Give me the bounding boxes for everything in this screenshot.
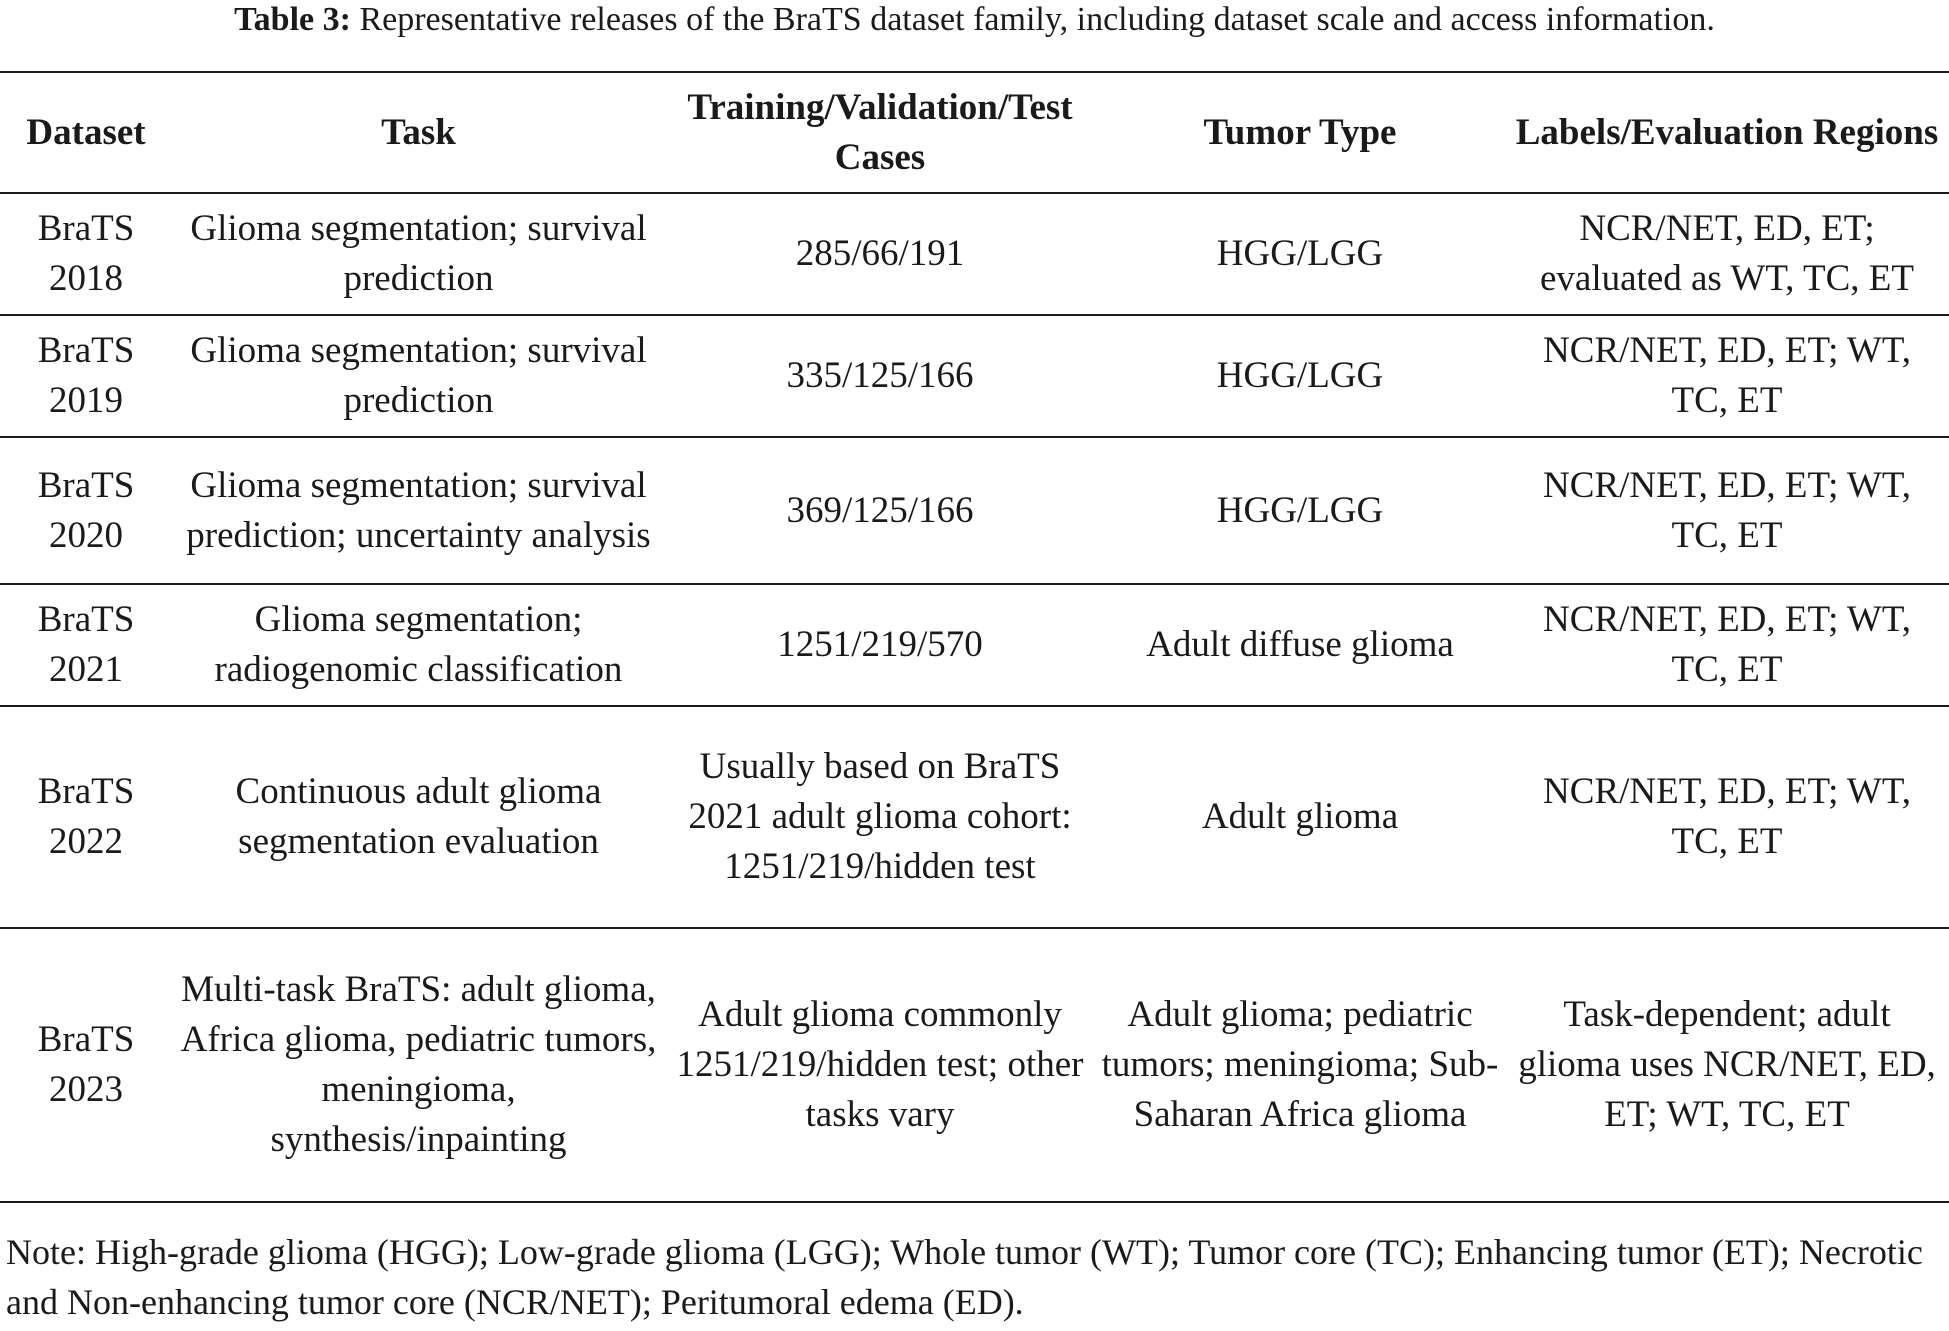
cell-tumor-type: HGG/LGG — [1216, 233, 1384, 274]
table-row — [0, 584, 1949, 706]
table-header — [0, 72, 1949, 193]
cell-labels: NCR/NET, ED, ET; WT, TC, ET — [1543, 330, 1911, 421]
cell-task: Glioma segmentation; survival prediction; uncertainty analysis — [186, 464, 651, 556]
header-row — [0, 72, 1949, 193]
cell-task: Multi-task BraTS: adult glioma, Africa glioma, pediatric tumors, meningioma, synthesis/inpainting — [180, 969, 657, 1160]
cell-tumor-type: Adult diffuse glioma — [1146, 624, 1454, 665]
cell-labels: NCR/NET, ED, ET; WT, TC, ET — [1543, 771, 1911, 862]
cell-cases: Adult glioma commonly 1251/219/hidden test; other tasks vary — [676, 994, 1084, 1135]
cell-dataset: BraTS 2022 — [37, 771, 135, 862]
cell-cases: Usually based on BraTS 2021 adult glioma cohort: 1251/219/hidden test — [688, 746, 1072, 887]
brats-table — [0, 71, 1949, 1203]
cell-task: Glioma segmentation; survival prediction — [190, 208, 647, 299]
cell-task: Glioma segmentation; radiogenomic classification — [214, 599, 623, 690]
header-task: Task — [381, 111, 456, 153]
cell-labels: NCR/NET, ED, ET; WT, TC, ET — [1543, 464, 1911, 556]
caption-label: Table 3: — [234, 1, 351, 38]
cell-dataset: BraTS 2021 — [37, 599, 135, 690]
cell-task: Continuous adult glioma segmentation evaluation — [235, 771, 602, 862]
cell-labels: Task-dependent; adult glioma uses NCR/NET, ED, ET; WT, TC, ET — [1518, 994, 1936, 1135]
table-caption — [0, 0, 1949, 40]
cell-cases: 1251/219/570 — [777, 624, 983, 665]
header-cases: Training/Validation/Test Cases — [687, 86, 1073, 178]
table-row — [0, 928, 1949, 1202]
cell-cases: 369/125/166 — [786, 489, 974, 531]
table-row — [0, 315, 1949, 437]
cell-labels: NCR/NET, ED, ET; WT, TC, ET — [1543, 599, 1911, 690]
table-row — [0, 193, 1949, 315]
cell-cases: 285/66/191 — [795, 233, 965, 274]
header-labels: Labels/Evaluation Regions — [1515, 111, 1939, 153]
cell-labels: NCR/NET, ED, ET; evaluated as WT, TC, ET — [1540, 208, 1914, 299]
cell-dataset: BraTS 2018 — [37, 208, 135, 299]
table-body — [0, 193, 1949, 1202]
caption-text: Representative releases of the BraTS dataset family, including dataset scale and access information. — [359, 1, 1715, 38]
header-tumor-type: Tumor Type — [1203, 111, 1397, 153]
cell-tumor-type: Adult glioma — [1201, 796, 1399, 837]
cell-dataset: BraTS 2020 — [37, 464, 135, 556]
header-dataset: Dataset — [26, 111, 146, 153]
cell-tumor-type: Adult glioma; pediatric tumors; meningioma; Sub-Saharan Africa glioma — [1101, 994, 1499, 1135]
table-note: Note: High-grade glioma (HGG); Low-grade glioma (LGG); Whole tumor (WT); Tumor core (TC); Enhancing tumor (ET); Necrotic and Non-enhancing tumor core (NCR/NET); Peritumoral edema (ED). — [6, 1232, 1923, 1322]
table-row — [0, 706, 1949, 928]
cell-tumor-type: HGG/LGG — [1216, 355, 1384, 396]
cell-tumor-type: HGG/LGG — [1216, 489, 1384, 531]
table-row — [0, 437, 1949, 584]
cell-dataset: BraTS 2019 — [37, 330, 135, 421]
cell-task: Glioma segmentation; survival prediction — [190, 330, 647, 421]
cell-cases: 335/125/166 — [786, 355, 974, 396]
cell-dataset: BraTS 2023 — [37, 1019, 135, 1110]
